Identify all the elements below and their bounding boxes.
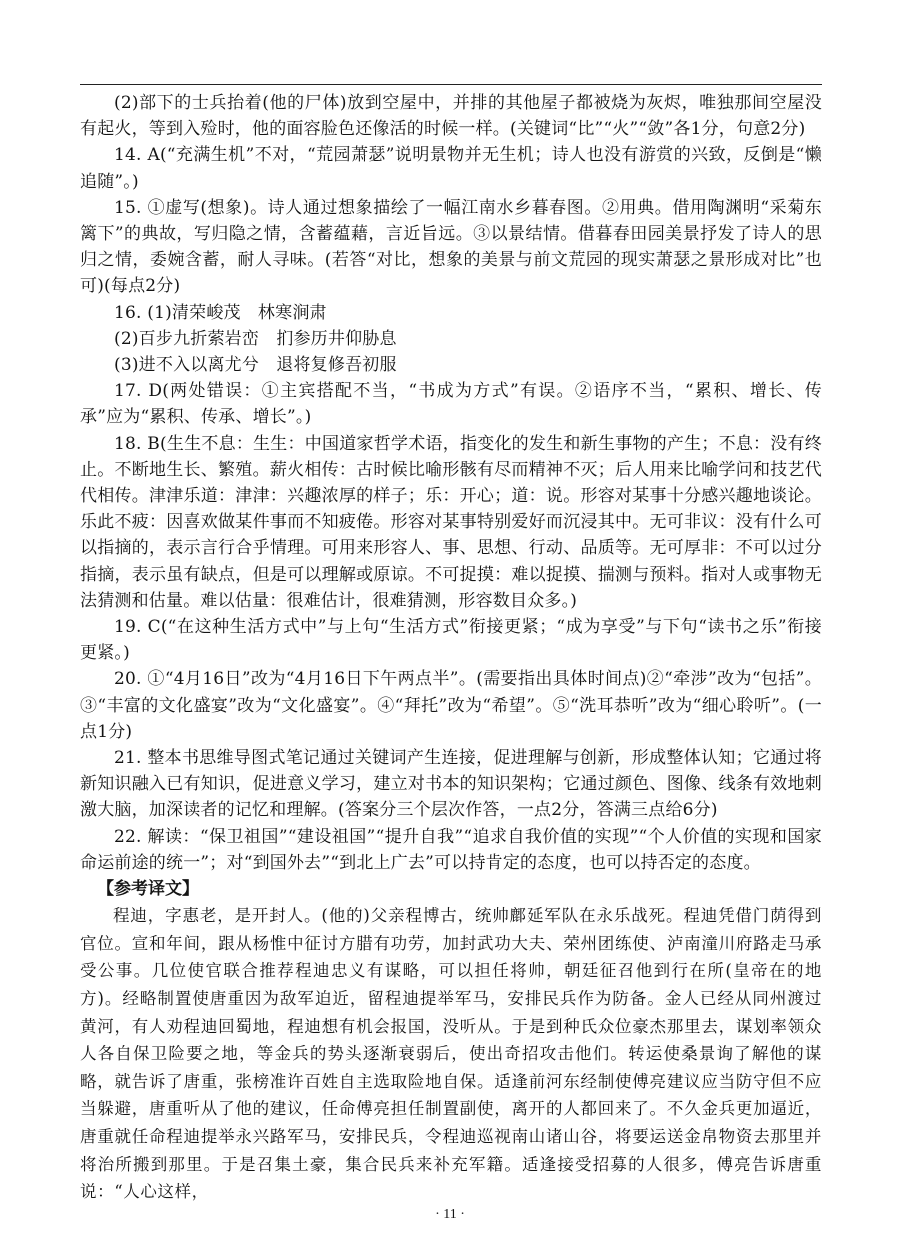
reference-translation-text: 程迪，字惠老，是开封人。(他的)父亲程博古，统帅鄜延军队在永乐战死。程迪凭借门荫得到官位。宣和年间，跟从杨惟中征讨方腊有功劳，加封武功大夫、荣州团练使、泸南潼川府路走马承受公事。几位使官联合推荐程迪忠义有谋略，可以担任将帅，朝廷征召他到行在所(皇帝在的地方)。经略制置使唐重因为敌军迫近，留程迪提举军马，安排民兵作为防备。金人已经从同州渡过黄河，有人劝程迪回蜀地，程迪想有机会报国，没听从。于是到种氏众位豪杰那里去，谋划率领众人各自保卫险要之地，等金兵的势头逐渐衰弱后，使出奇招攻击他们。转运使桑景询了解他的谋略，就告诉了唐重，张榜准许百姓自主选取险地自保。适逢前河东经制使傅亮建议应当防守但不应当躲避，唐重听从了他的建议，任命傅亮担任制置副使，离开的人都回来了。不久金兵更加逼近，唐重就任命程迪提举永兴路军马，安排民兵，令程迪巡视南山诸山谷，将要运送金帛物资去那里并将治所搬到那里。于是召集土豪，集合民兵来补充军籍。适逢接受招募的人很多，傅亮告诉唐重说：“人心这样， [80, 906, 822, 1202]
answer-16-3: (3)进不入以离尤兮 退将复修吾初服 [114, 355, 397, 376]
answer-16-2: (2)百步九折萦岩峦 扪参历井仰胁息 [114, 328, 397, 349]
page-number: · 11 · [435, 1207, 465, 1222]
answer-content [80, 90, 822, 1206]
answer-21: 21. 整本书思维导图式笔记通过关键词产生连接，促进理解与创新，形成整体认知；它通过将新知识融入已有知识，促进意义学习，建立对书本的知识架构；它通过颜色、图像、线条有效地刺激大脑，加深读者的记忆和理解。(答案分三个层次作答，一点2分，答满三点给6分) [80, 748, 822, 821]
answer-22: 22. 解读：“保卫祖国”“建设祖国”“提升自我”“追求自我价值的实现”“个人价值的实现和国家命运前途的统一”；对“到国外去”“到北上广去”可以持肯定的态度，也可以持否定的态度。 [80, 826, 822, 873]
answer-13-continued: (2)部下的士兵抬着(他的尸体)放到空屋中，并排的其他屋子都被烧为灰烬，唯独那间空屋没有起火，等到入殓时，他的面容脸色还像活的时候一样。(关键词“比”“火”“敛”各1分，句意2分) [80, 93, 822, 140]
answer-15: 15. ①虚写(想象)。诗人通过想象描绘了一幅江南水乡暮春图。②用典。借用陶渊明“采菊东篱下”的典故，写归隐之情，含蓄蕴藉，言近旨远。③以景结情。借暮春田园美景抒发了诗人的思归之情，委婉含蓄，耐人寻味。(若答“对比，想象的美景与前文荒园的现实萧瑟之景形成对比”也可)(每点2分) [80, 197, 822, 297]
answer-16-1: 16. (1)清荣峻茂 林寒涧肃 [114, 302, 327, 323]
reference-translation-heading: 【参考译文】 [97, 879, 199, 900]
answer-20: 20. ①“4月16日”改为“4月16日下午两点半”。(需要指出具体时间点)②“牵涉”改为“包括”。③“丰富的文化盛宴”改为“文化盛宴”。④“拜托”改为“希望”。⑤“洗耳恭听”改为“细心聆听”。(一点1分) [80, 669, 822, 742]
answer-14: 14. A(“充满生机”不对，“荒园萧瑟”说明景物并无生机；诗人也没有游赏的兴致，反倒是“懒追随”。) [80, 145, 822, 192]
header-rule [80, 84, 822, 85]
answer-18: 18. B(生生不息：生生：中国道家哲学术语，指变化的发生和新生事物的产生；不息：没有终止。不断地生长、繁殖。薪火相传：古时候比喻形骸有尽而精神不灭；后人用来比喻学问和技艺代代相传。津津乐道：津津：兴趣浓厚的样子；乐：开心；道：说。形容对某事十分感兴趣地谈论。乐此不疲：因喜欢做某件事而不知疲倦。形容对某事特别爱好而沉浸其中。无可非议：没有什么可以指摘的，表示言行合乎情理。可用来形容人、事、思想、行动、品质等。无可厚非：不可以过分指摘，表示虽有缺点，但是可以理解或原谅。不可捉摸：难以捉摸、揣测与预料。指对人或事物无法猜测和估量。难以估量：很难估计，很难猜测，形容数目众多。) [80, 433, 822, 611]
answer-17: 17. D(两处错误：①主宾搭配不当，“书成为方式”有误。②语序不当，“累积、增长、传承”应为“累积、传承、增长”。) [80, 381, 822, 428]
answer-19: 19. C(“在这种生活方式中”与上句“生活方式”衔接更紧；“成为享受”与下句“读书之乐”衔接更紧。) [80, 617, 822, 664]
